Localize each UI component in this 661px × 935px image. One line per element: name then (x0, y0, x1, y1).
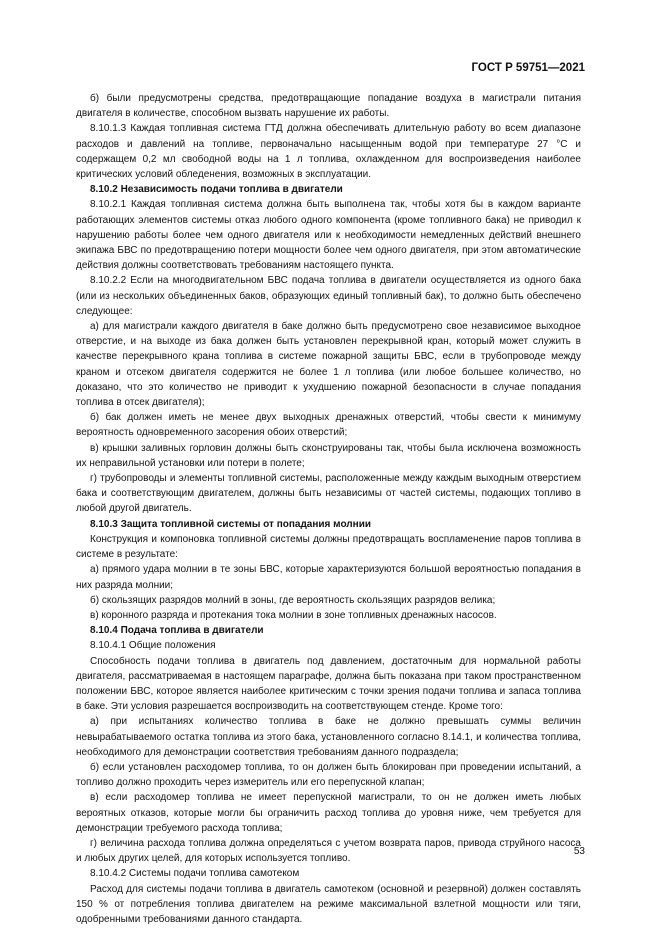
paragraph: г) трубопроводы и элементы топливной системы, расположенные между каждым выходным отверстием бака и соответствующим двигателем, должны быть независимы от частей системы, подающих топливо в любой другой двигатель. (76, 473, 581, 515)
paragraph: в) крышки заливных горловин должны быть сконструированы так, чтобы была исключена возможность их неправильной установки или потери в полете; (76, 442, 581, 469)
paragraph: г) величина расхода топлива должна определяться с учетом возврата паров, привода струйного насоса и любых других целей, для которых используется топливо. (76, 837, 581, 865)
paragraph: в) коронного разряда и протекания тока молнии в зоне топливных дренажных насосов. (90, 609, 497, 621)
standard-header: ГОСТ Р 59751—2021 (471, 62, 585, 74)
paragraph: б) бак должен иметь не менее двух выходных дренажных отверстий, чтобы свести к минимуму вероятность одновременного засорения обоих отверстий; (76, 412, 581, 439)
paragraph: а) прямого удара молнии в те зоны БВС, которые характеризуются большой вероятностью попадания в них разряда молнии; (76, 564, 581, 591)
paragraph: Конструкция и компоновка топливной системы должны предотвращать воспламенение паров топлива в системе в результате: (76, 533, 581, 561)
paragraph: в) если расходомер топлива не имеет перепускной магистрали, то он не должен иметь любых вероятных отказов, которые могли бы ограничить расход топлива до уровня ниже, чем требуется для демонстрации требуемого расхода топлива; (76, 792, 581, 834)
paragraph: 8.10.4.2 Системы подачи топлива самотеком (90, 868, 300, 880)
paragraph: Расход для системы подачи топлива в двигатель самотеком (основной и резервной) должен составлять 150 % от потребления топлива двигателем на режиме максимальной взлетной мощности или тяги, одобренными требованиями данного стандарта. (76, 883, 581, 925)
paragraph: 8.10.1.3 Каждая топливная система ГТД должна обеспечивать длительную работу во всем диапазоне расходов и давлений на топливе, первоначально насыщенным водой при температуре 27 °С и содержащем 0,2 мл свободной воды на 1 л топлива, охлажденном для воспроизведения наиболее критических условий обледенения, возможных в эксплуатации. (76, 123, 581, 181)
page-number: 53 (573, 846, 585, 857)
paragraph: б) скользящих разрядов молний в зоны, где вероятность скользящих разрядов велика; (90, 594, 496, 606)
paragraph: а) при испытаниях количество топлива в баке не должно превышать суммы величин невырабатываемого остатка топлива из этого бака, установленного согласно 8.14.1, и количества топлива, необходимого для демонстрации соответствия требованиям данного подраздела; (76, 716, 581, 758)
paragraph: 8.10.2.1 Каждая топливная система должна быть выполнена так, чтобы хотя бы в каждом варианте работающих элементов системы отказ любого одного компонента (кроме топливного бака) не приводил к нарушению работы более чем одного двигателя или к необходимости немедленных действий внешнего экипажа БВС по предотвращению потери мощности более чем одного двигателя, при этом автоматические действия должны соответствовать требованиям настоящего пункта. (76, 199, 581, 272)
paragraph: 8.10.2.2 Если на многодвигательном БВС подача топлива в двигатели осуществляется из одного бака (или из нескольких объединенных баков, образующих единый топливный бак), то должно быть обеспечено следующее: (76, 275, 581, 317)
paragraph: а) для магистрали каждого двигателя в баке должно быть предусмотрено свое независимое выходное отверстие, и на выходе из бака должен быть установлен перекрывной кран, который может служить в качестве перекрывного крана топлива в системе пожарной защиты БВС, если в трубопроводе между краном и отсеком двигателя содержится не более 1 л топлива (или любое большее количество, но доказано, что это количество не приводит к ухудшению пожарной безопасности в случае попадания топлива в отсек двигателя); (76, 321, 581, 409)
paragraph: 8.10.4.1 Общие положения (90, 640, 216, 652)
section-heading: 8.10.3 Защита топливной системы от попадания молнии (90, 518, 371, 530)
document-body (76, 91, 581, 927)
paragraph: б) были предусмотрены средства, предотвращающие попадание воздуха в магистрали питания двигателя в количестве, способном вызвать нарушение их работы. (76, 93, 581, 120)
section-heading: 8.10.2 Независимость подачи топлива в двигатели (90, 184, 343, 196)
paragraph: Способность подачи топлива в двигатель под давлением, достаточным для нормальной работы двигателя, рассматриваемая в настоящем параграфе, должна быть показана при таком пространственном положении БВС, которое является наиболее критическим с точки зрения подачи топлива и запаса топлива в баке. Эти условия разрешается воспроизводить на соответствующем стенде. Кроме того: (76, 655, 581, 713)
section-heading: 8.10.4 Подача топлива в двигатели (90, 625, 264, 637)
paragraph: б) если установлен расходомер топлива, то он должен быть блокирован при проведении испытаний, а топливо должно проходить через измеритель или его перепускной клапан; (76, 761, 581, 789)
